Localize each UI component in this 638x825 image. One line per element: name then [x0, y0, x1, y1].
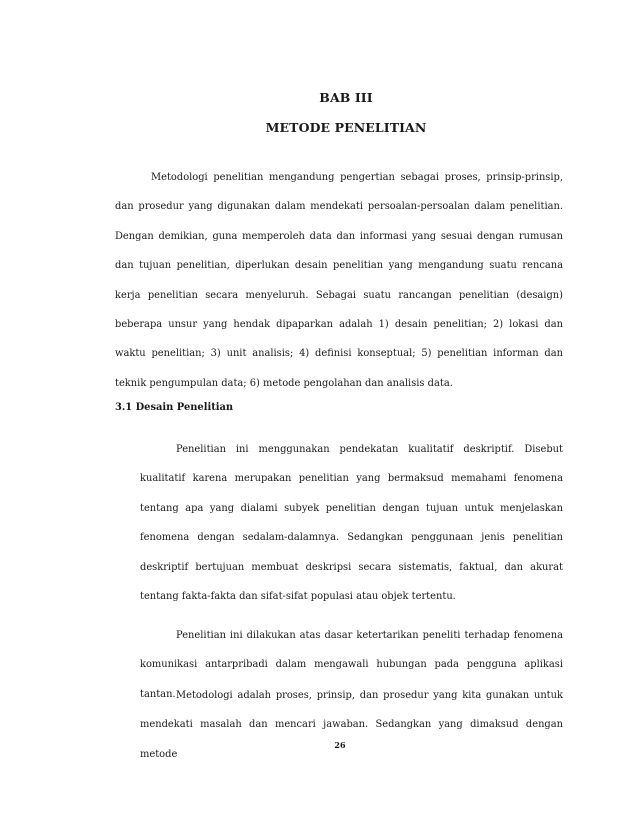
section-paragraph-2: Penelitian ini dilakukan atas dasar ketertarikan peneliti terhadap fenomena komunikasi antarpribadi dalam mengawali hubungan pada pengguna aplikasi tantan.: [140, 630, 563, 700]
section-paragraph-3: Metodologi adalah proses, prinsip, dan prosedur yang kita gunakan untuk mendekati masalah dan mencari jawaban. Sedangkan yang dimaksud dengan metode: [140, 690, 563, 760]
intro-paragraph: Metodologi penelitian mengandung pengertian sebagai proses, prinsip-prinsip, dan prosedur yang digunakan dalam mendekati persoalan-persoalan dalam penelitian. Dengan demikian, guna memperoleh data dan informasi yang sesuai dengan rumusan dan tujuan penelitian, diperlukan desain penelitian yang mengandung suatu rencana kerja penelitian secara menyeluruh. Sebagai suatu rancangan penelitian (desaign) beberapa unsur yang hendak dipaparkan adalah 1) desain penelitian; 2) lokasi dan waktu penelitian; 3) unit analisis; 4) definisi konseptual; 5) penelitian informan dan teknik pengumpulan data; 6) metode pengolahan dan analisis data.: [115, 172, 563, 389]
section-heading: 3.1 Desain Penelitian: [115, 402, 234, 413]
chapter-title: METODE PENELITIAN: [265, 120, 427, 135]
page-number: 26: [334, 740, 346, 750]
chapter-number: BAB III: [319, 90, 373, 105]
section-paragraph-1: Penelitian ini menggunakan pendekatan kualitatif deskriptif. Disebut kualitatif karena merupakan penelitian yang bermaksud memahami fenomena tentang apa yang dialami subyek penelitian dengan tujuan untuk menjelaskan fenomena dengan sedalam-dalamnya. Sedangkan penggunaan jenis penelitian deskriptif bertujuan membuat deskripsi secara sistematis, faktual, dan akurat tentang fakta-fakta dan sifat-sifat populasi atau objek tertentu.: [140, 444, 563, 603]
